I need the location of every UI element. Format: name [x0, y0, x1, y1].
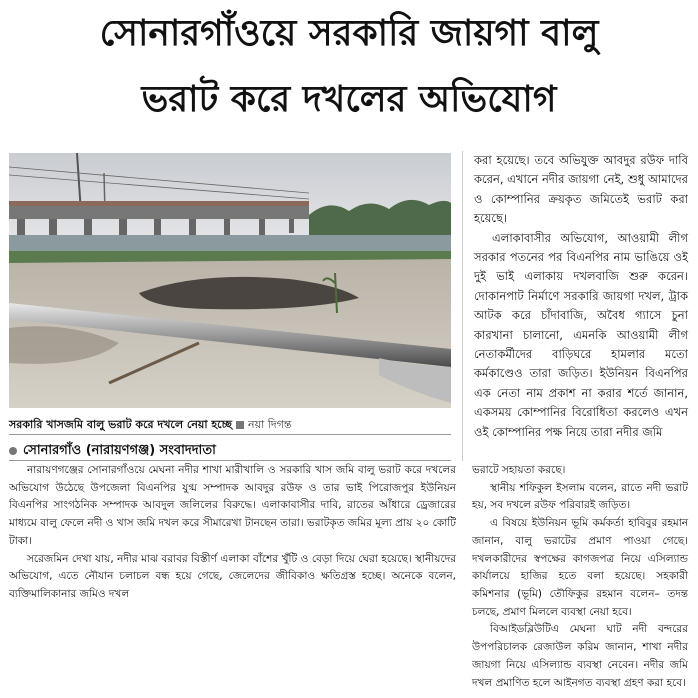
article-paragraph: বিআইডব্লিউটিএ মেঘনা ঘাট নদী বন্দরের উপপরিচালক রেজাউল করিম জানান, শাখা নদীর জায়গা নিয়ে এসিল্যান্ড ব্যবস্থা নেবেন। নদীর জমি দখল প্রমাণিত হলে আইনগত ব্যবস্থা গ্রহণ করা হবে। — [472, 623, 688, 689]
article-paragraph: সরেজমিন দেখা যায়, নদীর মাঝ বরাবর বিস্তীর্ণ এলাকা বাঁশের খুঁটি ও বেড়া দিয়ে ঘেরা হয়েছে। স্থানীয়দের অভিযোগ, এতে নৌযান চলাচল বন্ধ হয়ে গেছে, জেলেদের জীবিকাও ক্ষতিগ্রস্ত হচ্ছে। অনেকে বলেন, ব্যক্তিমালিকানার জমিও দখল — [9, 552, 456, 601]
byline-divider — [9, 460, 451, 461]
circle-bullet-icon — [9, 447, 17, 455]
article-paragraph: স্থানীয় শফিকুল ইসলাম বলেন, রাতে নদী ভরাট হয়, সব দখলে রউফ পরিবারই জড়িত। — [472, 481, 688, 512]
article-paragraph: এ বিষয়ে ইউনিয়ন ভূমি কর্মকর্তা হাবিবুর রহমান জানান, বালু ভরাটের প্রমাণ পাওয়া গেছে। দখলকারীদের স্বপক্ষের কাগজপত্র নিয়ে এসিল্যান্ড কার্যালয়ে হাজির হতে বলা হয়েছে। সহকারী কমিশনার (ভূমি) তৌফিকুর রহমান বলেন– তদন্ত চলছে, প্রমাণ মিললে ব্যবস্থা নেয়া হবে। — [472, 517, 688, 618]
article-paragraph: এলাকাবাসীর অভিযোগ, আওয়ামী লীগ সরকার পতনের পর বিএনপির নাম ভাঙিয়ে ওই দুই ভাই এলাকায় দখলবাজি শুরু করেন। দোকানপাট নির্মাণে সরকারি জায়গা দখল, ট্রাক আটক করে চাঁদাবাজি, অবৈধ গ্যাসে চুনা কারখানা চালানো, এমনকি আওয়ামী লীগ নেতাকর্মীদের বাড়িঘরে হামলার মতো কর্মকাণ্ডেও তারা জড়িত। ইউনিয়ন বিএনপির এক নেতা নাম প্রকাশ না করার শর্তে জানান, একসময় কোম্পানির বিরোধিতা করলেও এখন ওই কোম্পানির পক্ষ নিয়ে তারা নদীর জমি — [474, 230, 688, 439]
photo-credit: নয়া দিগন্ত — [248, 418, 292, 431]
caption-text: সরকারি খাসজমি বালু ভরাট করে দখলে নেয়া হচ্ছে — [9, 418, 233, 431]
article-lower-section — [9, 462, 688, 692]
article-paragraph: ভরাটে সহায়তা করছে। — [472, 464, 566, 476]
headline-line-2: ভরাট করে দখলের অভিযোগ — [141, 79, 557, 120]
byline-text: সোনারগাঁও (নারায়ণগঞ্জ) সংবাদদাতা — [23, 443, 216, 458]
article-column-right-bottom — [472, 462, 688, 692]
news-photo — [9, 153, 451, 408]
article-paragraph: করা হয়েছে। তবে অভিযুক্ত আবদুর রউফ দাবি করেন, এখানে নদীর জায়গা নেই, শুধু আমাদের ও কোম্পানির ক্রয়কৃত জমিতেই ভরাট করা হয়েছে। — [474, 153, 688, 226]
article-column-right — [474, 151, 688, 442]
riverbank-sand-photo — [9, 153, 451, 408]
headline-line-1: সোনারগাঁওয়ে সরকারি জায়গা বালু — [99, 13, 599, 54]
article-paragraph: নারায়ণগঞ্জের সোনারগাঁওয়ে মেঘনা নদীর শাখা মারীখালি ও সরকারি খাস জমি বালু ভরাট করে দখলের অভিযোগ উঠেছে উপজেলা বিএনপির যুগ্ম সম্পাদক আবদুর রউফ ও তার ভাই পিরোজপুর ইউনিয়ন বিএনপির সাংগঠনিক সম্পাদক আবদুল জলিলের বিরুদ্ধে। এলাকাবাসীর দাবি, রাতের আঁধারে ড্রেজারের মাধ্যমে বালু ফেলে নদী ও খাস জমি দখল করে সীমারেখা টানছেন তারা। ভরাটকৃত জমির মূল্য প্রায় ২০ কোটি টাকা। — [9, 464, 456, 547]
byline — [9, 441, 216, 462]
article-column-left — [9, 462, 456, 692]
square-bullet-icon — [236, 421, 244, 429]
caption-divider — [9, 434, 451, 435]
photo-caption — [9, 416, 455, 435]
column-divider — [462, 151, 463, 461]
